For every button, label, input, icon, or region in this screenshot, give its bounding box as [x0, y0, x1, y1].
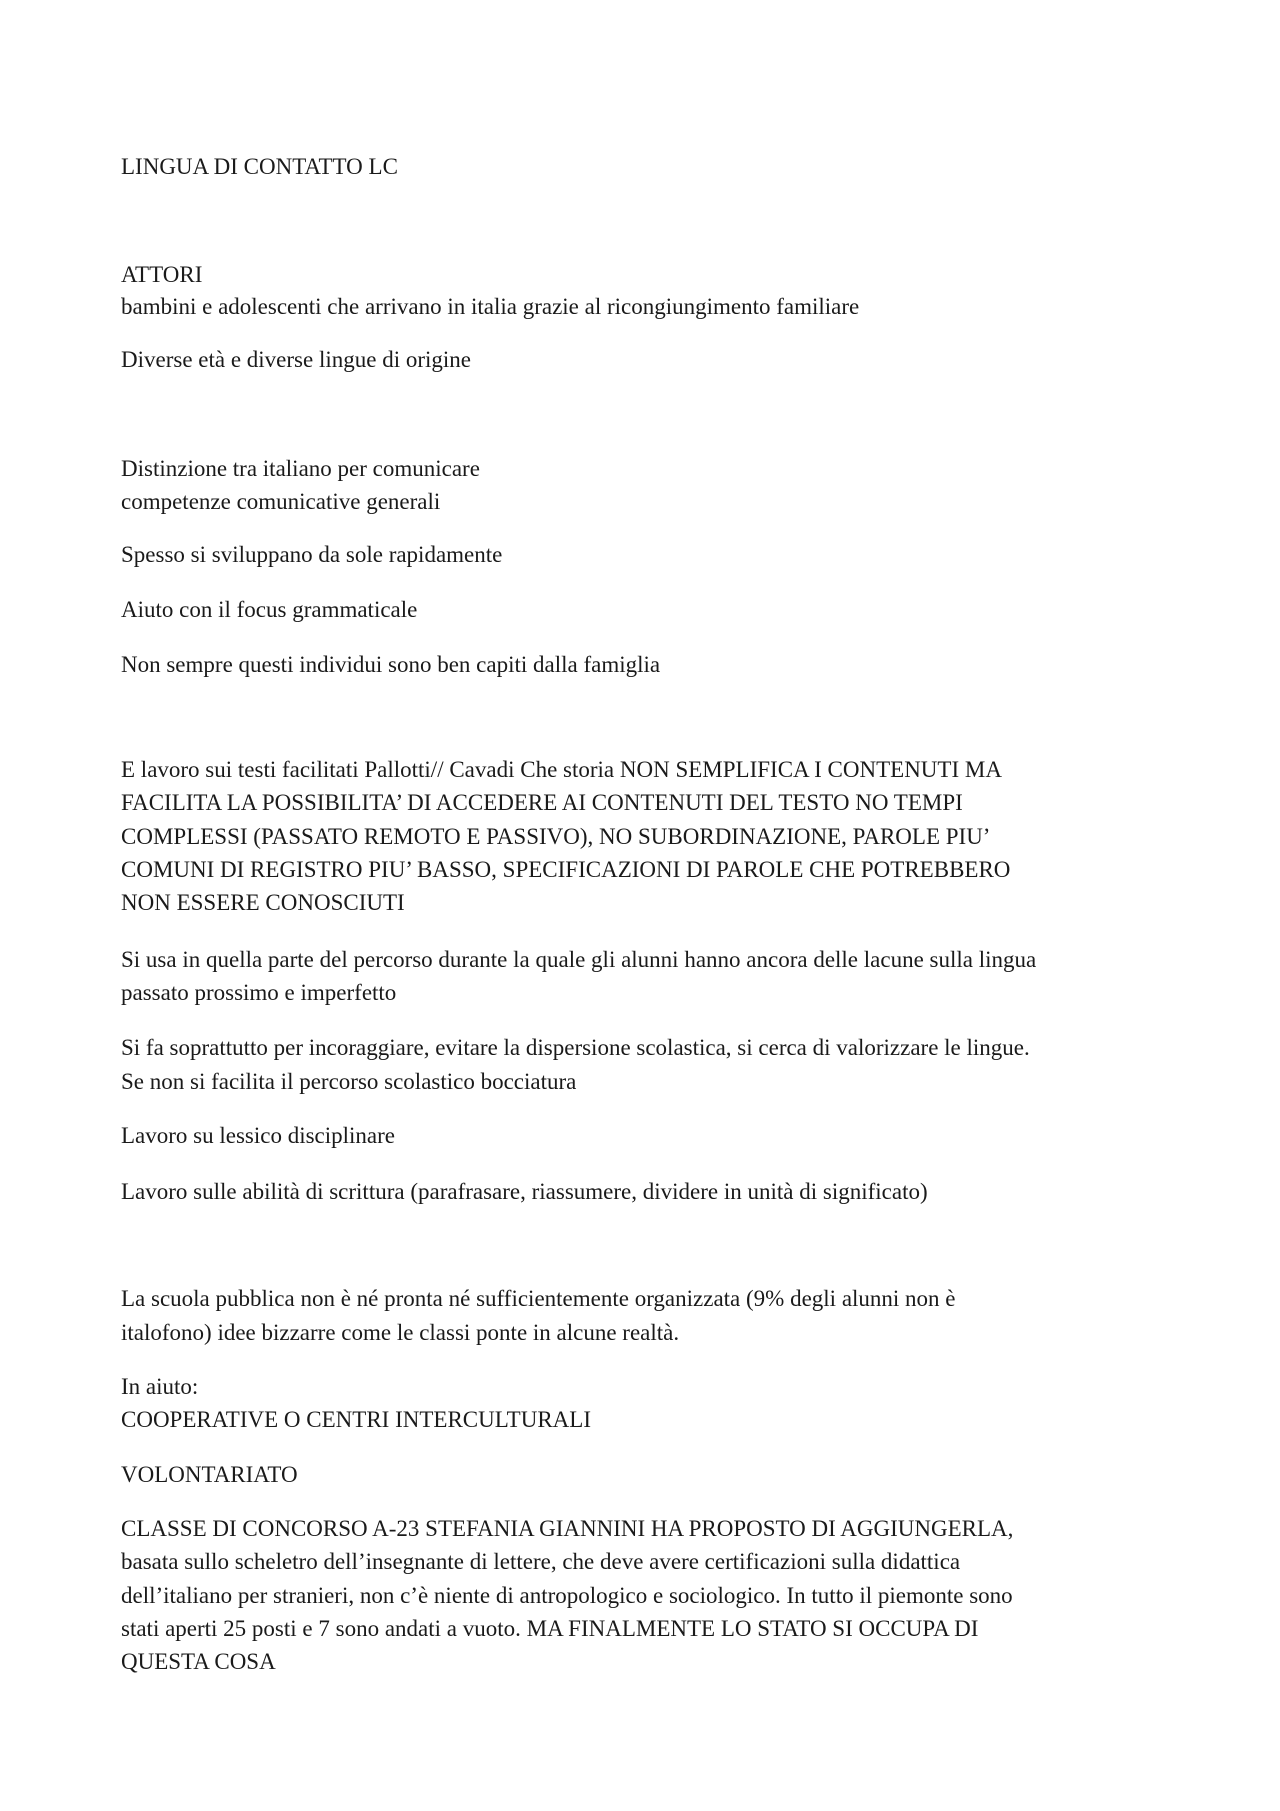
lavoro-paragraph-line: E lavoro sui testi facilitati Pallotti// Cavadi Che storia NON SEMPLIFICA I CONTENUTI MA	[121, 757, 1002, 782]
volontariato-line: VOLONTARIATO	[121, 1462, 298, 1487]
distinzione-line: Spesso si sviluppano da sole rapidamente	[121, 542, 503, 567]
classe-paragraph-line: stati aperti 25 posti e 7 sono andati a vuoto. MA FINALMENTE LO STATO SI OCCUPA DI	[121, 1616, 979, 1641]
lavoro-paragraph-line: Si fa soprattutto per incoraggiare, evitare la dispersione scolastica, si cerca di valorizzare le lingue.	[121, 1035, 1030, 1060]
distinzione-line: Aiuto con il focus grammaticale	[121, 597, 418, 622]
lavoro-paragraph-line: Se non si facilita il percorso scolastico bocciatura	[121, 1069, 577, 1094]
attori-heading: ATTORI	[121, 262, 203, 287]
classe-paragraph-line: QUESTA COSA	[121, 1649, 276, 1674]
distinzione-line: Distinzione tra italiano per comunicare	[121, 456, 480, 481]
attori-line: bambini e adolescenti che arrivano in italia grazie al ricongiungimento familiare	[121, 294, 860, 319]
distinzione-line: competenze comunicative generali	[121, 489, 441, 514]
scuola-paragraph-line: italofono) idee bizzarre come le classi ponte in alcune realtà.	[121, 1320, 680, 1345]
lavoro-paragraph-line: COMUNI DI REGISTRO PIU’ BASSO, SPECIFICAZIONI DI PAROLE CHE POTREBBERO	[121, 857, 1011, 882]
lavoro-paragraph-line: Lavoro su lessico disciplinare	[121, 1123, 396, 1148]
lavoro-paragraph-line: FACILITA LA POSSIBILITA’ DI ACCEDERE AI CONTENUTI DEL TESTO NO TEMPI	[121, 790, 963, 815]
classe-paragraph-line: basata sullo scheletro dell’insegnante di lettere, che deve avere certificazioni sulla didattica	[121, 1549, 961, 1574]
lavoro-paragraph-line: passato prossimo e imperfetto	[121, 980, 397, 1005]
distinzione-line: Non sempre questi individui sono ben capiti dalla famiglia	[121, 652, 661, 677]
lavoro-paragraph-line: COMPLESSI (PASSATO REMOTO E PASSIVO), NO SUBORDINAZIONE, PAROLE PIU’	[121, 824, 991, 849]
attori-line: Diverse età e diverse lingue di origine	[121, 347, 471, 372]
lavoro-paragraph-line: NON ESSERE CONOSCIUTI	[121, 890, 405, 915]
cooperative-line: COOPERATIVE O CENTRI INTERCULTURALI	[121, 1407, 591, 1432]
classe-paragraph-line: CLASSE DI CONCORSO A-23 STEFANIA GIANNINI HA PROPOSTO DI AGGIUNGERLA,	[121, 1516, 1014, 1541]
classe-paragraph-line: dell’italiano per stranieri, non c’è niente di antropologico e sociologico. In tutto il piemonte sono	[121, 1583, 1013, 1608]
lavoro-paragraph-line: Lavoro sulle abilità di scrittura (parafrasare, riassumere, dividere in unità di significato)	[121, 1179, 928, 1204]
aiuto-label: In aiuto:	[121, 1374, 199, 1399]
lavoro-paragraph-line: Si usa in quella parte del percorso durante la quale gli alunni hanno ancora delle lacune sulla lingua	[121, 947, 1037, 972]
scuola-paragraph-line: La scuola pubblica non è né pronta né sufficientemente organizzata (9% degli alunni non è	[121, 1286, 956, 1311]
document-title: LINGUA DI CONTATTO LC	[121, 154, 398, 179]
